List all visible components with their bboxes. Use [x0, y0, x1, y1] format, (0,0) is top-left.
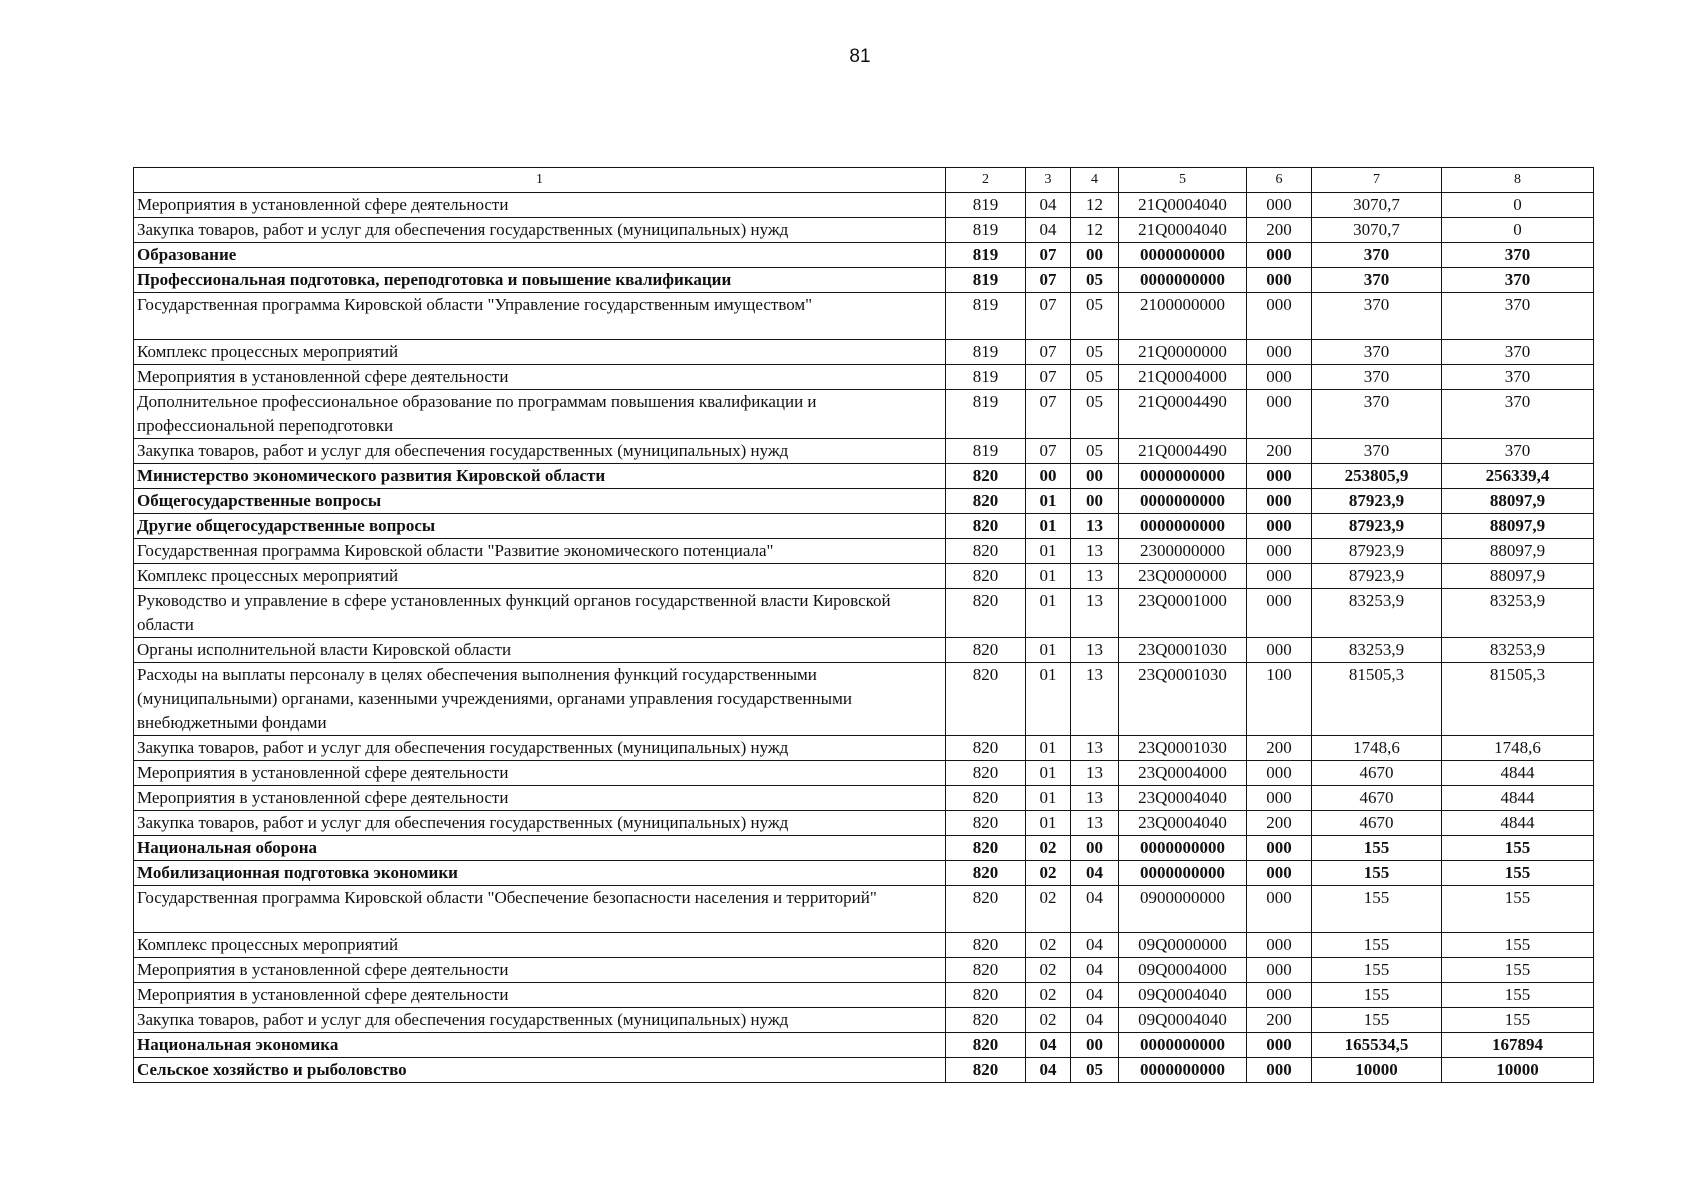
row-name: Дополнительное профессиональное образование по программам повышения квалификации и профессиональной переподготовки	[134, 390, 946, 439]
header-cell: 5	[1119, 168, 1247, 193]
cell-col-6: 000	[1247, 861, 1312, 886]
cell-col-4: 05	[1071, 340, 1119, 365]
cell-col-8: 0	[1442, 193, 1594, 218]
cell-col-6: 000	[1247, 293, 1312, 340]
row-name: Национальная экономика	[134, 1033, 946, 1058]
cell-col-2: 820	[946, 786, 1026, 811]
cell-col-5: 09Q0004000	[1119, 958, 1247, 983]
budget-table	[133, 167, 1594, 1083]
cell-col-2: 820	[946, 1033, 1026, 1058]
cell-col-4: 12	[1071, 193, 1119, 218]
cell-col-3: 02	[1026, 836, 1071, 861]
cell-col-2: 820	[946, 564, 1026, 589]
table-row	[134, 1008, 1594, 1033]
cell-col-3: 02	[1026, 886, 1071, 933]
table-row	[134, 564, 1594, 589]
table-row	[134, 193, 1594, 218]
cell-col-4: 04	[1071, 861, 1119, 886]
cell-col-8: 155	[1442, 886, 1594, 933]
cell-col-5: 0000000000	[1119, 464, 1247, 489]
cell-col-7: 10000	[1312, 1058, 1442, 1083]
cell-col-4: 13	[1071, 663, 1119, 736]
cell-col-4: 13	[1071, 514, 1119, 539]
cell-col-4: 04	[1071, 1008, 1119, 1033]
cell-col-7: 87923,9	[1312, 539, 1442, 564]
cell-col-3: 07	[1026, 268, 1071, 293]
cell-col-6: 000	[1247, 786, 1312, 811]
cell-col-8: 155	[1442, 1008, 1594, 1033]
header-cell: 7	[1312, 168, 1442, 193]
cell-col-8: 83253,9	[1442, 638, 1594, 663]
cell-col-2: 820	[946, 464, 1026, 489]
cell-col-8: 0	[1442, 218, 1594, 243]
row-name: Закупка товаров, работ и услуг для обеспечения государственных (муниципальных) нужд	[134, 439, 946, 464]
cell-col-2: 820	[946, 886, 1026, 933]
cell-col-4: 13	[1071, 638, 1119, 663]
cell-col-5: 23Q0004040	[1119, 786, 1247, 811]
cell-col-8: 370	[1442, 439, 1594, 464]
cell-col-5: 09Q0004040	[1119, 1008, 1247, 1033]
cell-col-2: 819	[946, 293, 1026, 340]
cell-col-6: 200	[1247, 736, 1312, 761]
cell-col-5: 23Q0001000	[1119, 589, 1247, 638]
table-row	[134, 293, 1594, 340]
cell-col-4: 13	[1071, 761, 1119, 786]
table-row	[134, 489, 1594, 514]
cell-col-4: 13	[1071, 811, 1119, 836]
row-name: Комплекс процессных мероприятий	[134, 564, 946, 589]
table-row	[134, 736, 1594, 761]
cell-col-2: 819	[946, 218, 1026, 243]
table-row	[134, 811, 1594, 836]
cell-col-6: 000	[1247, 390, 1312, 439]
row-name: Мероприятия в установленной сфере деятельности	[134, 958, 946, 983]
cell-col-4: 00	[1071, 243, 1119, 268]
cell-col-8: 155	[1442, 933, 1594, 958]
table-row	[134, 786, 1594, 811]
cell-col-4: 13	[1071, 589, 1119, 638]
row-name: Органы исполнительной власти Кировской области	[134, 638, 946, 663]
cell-col-7: 4670	[1312, 811, 1442, 836]
cell-col-4: 00	[1071, 464, 1119, 489]
row-name: Профессиональная подготовка, переподготовка и повышение квалификации	[134, 268, 946, 293]
cell-col-8: 88097,9	[1442, 514, 1594, 539]
cell-col-5: 21Q0004040	[1119, 193, 1247, 218]
cell-col-6: 000	[1247, 464, 1312, 489]
table-row	[134, 464, 1594, 489]
table-row	[134, 761, 1594, 786]
cell-col-7: 3070,7	[1312, 193, 1442, 218]
cell-col-8: 4844	[1442, 786, 1594, 811]
table-row	[134, 861, 1594, 886]
cell-col-5: 0000000000	[1119, 514, 1247, 539]
cell-col-7: 155	[1312, 861, 1442, 886]
cell-col-3: 02	[1026, 933, 1071, 958]
cell-col-8: 155	[1442, 861, 1594, 886]
cell-col-8: 4844	[1442, 761, 1594, 786]
cell-col-4: 05	[1071, 293, 1119, 340]
table-row	[134, 886, 1594, 933]
cell-col-2: 820	[946, 933, 1026, 958]
cell-col-6: 000	[1247, 761, 1312, 786]
cell-col-8: 370	[1442, 365, 1594, 390]
cell-col-5: 0000000000	[1119, 489, 1247, 514]
cell-col-7: 4670	[1312, 761, 1442, 786]
cell-col-7: 370	[1312, 439, 1442, 464]
cell-col-8: 370	[1442, 293, 1594, 340]
row-name: Государственная программа Кировской области "Обеспечение безопасности населения и территорий"	[134, 886, 946, 933]
row-name: Закупка товаров, работ и услуг для обеспечения государственных (муниципальных) нужд	[134, 1008, 946, 1033]
table-row	[134, 268, 1594, 293]
cell-col-7: 155	[1312, 886, 1442, 933]
cell-col-8: 155	[1442, 836, 1594, 861]
cell-col-7: 370	[1312, 243, 1442, 268]
cell-col-5: 2300000000	[1119, 539, 1247, 564]
cell-col-5: 09Q0004040	[1119, 983, 1247, 1008]
table-row	[134, 1033, 1594, 1058]
cell-col-8: 88097,9	[1442, 489, 1594, 514]
cell-col-6: 000	[1247, 958, 1312, 983]
cell-col-2: 820	[946, 663, 1026, 736]
cell-col-6: 000	[1247, 1033, 1312, 1058]
cell-col-7: 253805,9	[1312, 464, 1442, 489]
row-name: Руководство и управление в сфере установленных функций органов государственной власти Кировской области	[134, 589, 946, 638]
cell-col-6: 000	[1247, 489, 1312, 514]
cell-col-3: 02	[1026, 1008, 1071, 1033]
cell-col-5: 23Q0004040	[1119, 811, 1247, 836]
row-name: Закупка товаров, работ и услуг для обеспечения государственных (муниципальных) нужд	[134, 218, 946, 243]
table-row	[134, 390, 1594, 439]
cell-col-6: 000	[1247, 1058, 1312, 1083]
cell-col-4: 12	[1071, 218, 1119, 243]
cell-col-4: 00	[1071, 489, 1119, 514]
cell-col-5: 0000000000	[1119, 1033, 1247, 1058]
cell-col-4: 05	[1071, 268, 1119, 293]
cell-col-5: 0000000000	[1119, 861, 1247, 886]
cell-col-7: 155	[1312, 933, 1442, 958]
cell-col-6: 000	[1247, 836, 1312, 861]
cell-col-3: 07	[1026, 340, 1071, 365]
cell-col-7: 4670	[1312, 786, 1442, 811]
cell-col-7: 83253,9	[1312, 589, 1442, 638]
cell-col-3: 02	[1026, 958, 1071, 983]
cell-col-5: 0000000000	[1119, 836, 1247, 861]
row-name: Министерство экономического развития Кировской области	[134, 464, 946, 489]
cell-col-3: 01	[1026, 811, 1071, 836]
cell-col-8: 88097,9	[1442, 539, 1594, 564]
cell-col-2: 820	[946, 983, 1026, 1008]
cell-col-2: 820	[946, 736, 1026, 761]
cell-col-3: 01	[1026, 539, 1071, 564]
cell-col-2: 820	[946, 836, 1026, 861]
cell-col-5: 0000000000	[1119, 1058, 1247, 1083]
cell-col-3: 07	[1026, 293, 1071, 340]
cell-col-7: 155	[1312, 1008, 1442, 1033]
cell-col-7: 155	[1312, 983, 1442, 1008]
cell-col-3: 01	[1026, 514, 1071, 539]
cell-col-2: 820	[946, 811, 1026, 836]
cell-col-6: 200	[1247, 439, 1312, 464]
row-name: Комплекс процессных мероприятий	[134, 933, 946, 958]
cell-col-5: 21Q0004490	[1119, 439, 1247, 464]
table-row	[134, 958, 1594, 983]
header-cell: 3	[1026, 168, 1071, 193]
cell-col-4: 04	[1071, 958, 1119, 983]
cell-col-8: 81505,3	[1442, 663, 1594, 736]
cell-col-8: 370	[1442, 340, 1594, 365]
cell-col-4: 13	[1071, 539, 1119, 564]
cell-col-7: 87923,9	[1312, 514, 1442, 539]
cell-col-6: 000	[1247, 340, 1312, 365]
row-name: Государственная программа Кировской области "Управление государственным имуществом"	[134, 293, 946, 340]
row-name: Закупка товаров, работ и услуг для обеспечения государственных (муниципальных) нужд	[134, 811, 946, 836]
cell-col-3: 07	[1026, 365, 1071, 390]
cell-col-5: 0900000000	[1119, 886, 1247, 933]
cell-col-3: 04	[1026, 1033, 1071, 1058]
cell-col-8: 155	[1442, 983, 1594, 1008]
cell-col-2: 819	[946, 340, 1026, 365]
table-row	[134, 983, 1594, 1008]
cell-col-6: 000	[1247, 564, 1312, 589]
cell-col-3: 04	[1026, 218, 1071, 243]
cell-col-3: 01	[1026, 489, 1071, 514]
cell-col-5: 2100000000	[1119, 293, 1247, 340]
row-name: Государственная программа Кировской области "Развитие экономического потенциала"	[134, 539, 946, 564]
cell-col-4: 13	[1071, 736, 1119, 761]
cell-col-7: 155	[1312, 836, 1442, 861]
cell-col-6: 000	[1247, 539, 1312, 564]
table-row	[134, 340, 1594, 365]
cell-col-4: 13	[1071, 786, 1119, 811]
cell-col-6: 100	[1247, 663, 1312, 736]
cell-col-6: 000	[1247, 268, 1312, 293]
row-name: Образование	[134, 243, 946, 268]
cell-col-8: 370	[1442, 268, 1594, 293]
cell-col-3: 01	[1026, 638, 1071, 663]
table-row	[134, 539, 1594, 564]
cell-col-8: 256339,4	[1442, 464, 1594, 489]
cell-col-2: 820	[946, 589, 1026, 638]
table-row	[134, 439, 1594, 464]
cell-col-6: 000	[1247, 983, 1312, 1008]
cell-col-6: 000	[1247, 933, 1312, 958]
cell-col-4: 05	[1071, 439, 1119, 464]
cell-col-4: 00	[1071, 1033, 1119, 1058]
cell-col-6: 000	[1247, 589, 1312, 638]
row-name: Сельское хозяйство и рыболовство	[134, 1058, 946, 1083]
cell-col-2: 820	[946, 1008, 1026, 1033]
row-name: Мероприятия в установленной сфере деятельности	[134, 761, 946, 786]
cell-col-3: 01	[1026, 564, 1071, 589]
row-name: Мобилизационная подготовка экономики	[134, 861, 946, 886]
cell-col-2: 820	[946, 539, 1026, 564]
row-name: Мероприятия в установленной сфере деятельности	[134, 193, 946, 218]
cell-col-7: 81505,3	[1312, 663, 1442, 736]
cell-col-3: 02	[1026, 983, 1071, 1008]
cell-col-7: 83253,9	[1312, 638, 1442, 663]
row-name: Закупка товаров, работ и услуг для обеспечения государственных (муниципальных) нужд	[134, 736, 946, 761]
cell-col-2: 819	[946, 193, 1026, 218]
cell-col-6: 000	[1247, 514, 1312, 539]
cell-col-6: 000	[1247, 365, 1312, 390]
cell-col-8: 10000	[1442, 1058, 1594, 1083]
header-cell: 8	[1442, 168, 1594, 193]
cell-col-4: 05	[1071, 365, 1119, 390]
cell-col-2: 820	[946, 489, 1026, 514]
cell-col-5: 21Q0004490	[1119, 390, 1247, 439]
cell-col-4: 04	[1071, 886, 1119, 933]
cell-col-7: 87923,9	[1312, 489, 1442, 514]
cell-col-5: 23Q0000000	[1119, 564, 1247, 589]
cell-col-4: 05	[1071, 1058, 1119, 1083]
cell-col-3: 01	[1026, 589, 1071, 638]
row-name: Другие общегосударственные вопросы	[134, 514, 946, 539]
cell-col-6: 000	[1247, 193, 1312, 218]
table-row	[134, 218, 1594, 243]
cell-col-7: 165534,5	[1312, 1033, 1442, 1058]
cell-col-7: 370	[1312, 340, 1442, 365]
cell-col-5: 23Q0001030	[1119, 663, 1247, 736]
cell-col-2: 819	[946, 268, 1026, 293]
cell-col-6: 200	[1247, 218, 1312, 243]
cell-col-3: 01	[1026, 786, 1071, 811]
cell-col-2: 819	[946, 439, 1026, 464]
table-row	[134, 365, 1594, 390]
row-name: Общегосударственные вопросы	[134, 489, 946, 514]
cell-col-7: 370	[1312, 268, 1442, 293]
cell-col-4: 13	[1071, 564, 1119, 589]
cell-col-2: 819	[946, 243, 1026, 268]
cell-col-5: 21Q0004000	[1119, 365, 1247, 390]
cell-col-3: 01	[1026, 736, 1071, 761]
row-name: Национальная оборона	[134, 836, 946, 861]
cell-col-8: 167894	[1442, 1033, 1594, 1058]
cell-col-8: 83253,9	[1442, 589, 1594, 638]
cell-col-8: 4844	[1442, 811, 1594, 836]
cell-col-5: 21Q0004040	[1119, 218, 1247, 243]
row-name: Расходы на выплаты персоналу в целях обеспечения выполнения функций государственными (муниципальными) органами, казенными учреждениями, органами управления государственными внебюджетными фондами	[134, 663, 946, 736]
cell-col-6: 000	[1247, 886, 1312, 933]
cell-col-5: 21Q0000000	[1119, 340, 1247, 365]
cell-col-2: 820	[946, 861, 1026, 886]
cell-col-3: 01	[1026, 761, 1071, 786]
cell-col-7: 87923,9	[1312, 564, 1442, 589]
cell-col-2: 820	[946, 514, 1026, 539]
cell-col-2: 820	[946, 761, 1026, 786]
cell-col-5: 0000000000	[1119, 243, 1247, 268]
cell-col-8: 155	[1442, 958, 1594, 983]
cell-col-3: 00	[1026, 464, 1071, 489]
cell-col-7: 370	[1312, 365, 1442, 390]
table-row	[134, 933, 1594, 958]
cell-col-3: 04	[1026, 193, 1071, 218]
cell-col-5: 23Q0001030	[1119, 736, 1247, 761]
header-cell: 1	[134, 168, 946, 193]
page-number: 81	[849, 46, 871, 67]
header-row	[134, 168, 1594, 193]
cell-col-8: 88097,9	[1442, 564, 1594, 589]
table-row	[134, 589, 1594, 638]
cell-col-3: 07	[1026, 243, 1071, 268]
cell-col-7: 3070,7	[1312, 218, 1442, 243]
cell-col-4: 05	[1071, 390, 1119, 439]
cell-col-2: 820	[946, 638, 1026, 663]
cell-col-8: 1748,6	[1442, 736, 1594, 761]
table-row	[134, 663, 1594, 736]
table-row	[134, 638, 1594, 663]
cell-col-4: 04	[1071, 933, 1119, 958]
table-row	[134, 243, 1594, 268]
cell-col-6: 000	[1247, 243, 1312, 268]
table-body	[134, 168, 1594, 1083]
cell-col-5: 23Q0004000	[1119, 761, 1247, 786]
header-cell: 4	[1071, 168, 1119, 193]
header-cell: 6	[1247, 168, 1312, 193]
header-cell: 2	[946, 168, 1026, 193]
cell-col-3: 07	[1026, 439, 1071, 464]
row-name: Мероприятия в установленной сфере деятельности	[134, 365, 946, 390]
table-row	[134, 836, 1594, 861]
cell-col-8: 370	[1442, 390, 1594, 439]
cell-col-3: 01	[1026, 663, 1071, 736]
cell-col-3: 07	[1026, 390, 1071, 439]
cell-col-2: 820	[946, 958, 1026, 983]
table-row	[134, 1058, 1594, 1083]
table-row	[134, 514, 1594, 539]
cell-col-2: 820	[946, 1058, 1026, 1083]
cell-col-7: 1748,6	[1312, 736, 1442, 761]
row-name: Мероприятия в установленной сфере деятельности	[134, 983, 946, 1008]
cell-col-7: 155	[1312, 958, 1442, 983]
cell-col-5: 0000000000	[1119, 268, 1247, 293]
cell-col-3: 04	[1026, 1058, 1071, 1083]
cell-col-4: 00	[1071, 836, 1119, 861]
cell-col-8: 370	[1442, 243, 1594, 268]
cell-col-7: 370	[1312, 293, 1442, 340]
cell-col-2: 819	[946, 390, 1026, 439]
cell-col-3: 02	[1026, 861, 1071, 886]
cell-col-6: 200	[1247, 1008, 1312, 1033]
cell-col-5: 09Q0000000	[1119, 933, 1247, 958]
row-name: Комплекс процессных мероприятий	[134, 340, 946, 365]
row-name: Мероприятия в установленной сфере деятельности	[134, 786, 946, 811]
cell-col-5: 23Q0001030	[1119, 638, 1247, 663]
cell-col-7: 370	[1312, 390, 1442, 439]
cell-col-4: 04	[1071, 983, 1119, 1008]
cell-col-6: 000	[1247, 638, 1312, 663]
cell-col-6: 200	[1247, 811, 1312, 836]
cell-col-2: 819	[946, 365, 1026, 390]
